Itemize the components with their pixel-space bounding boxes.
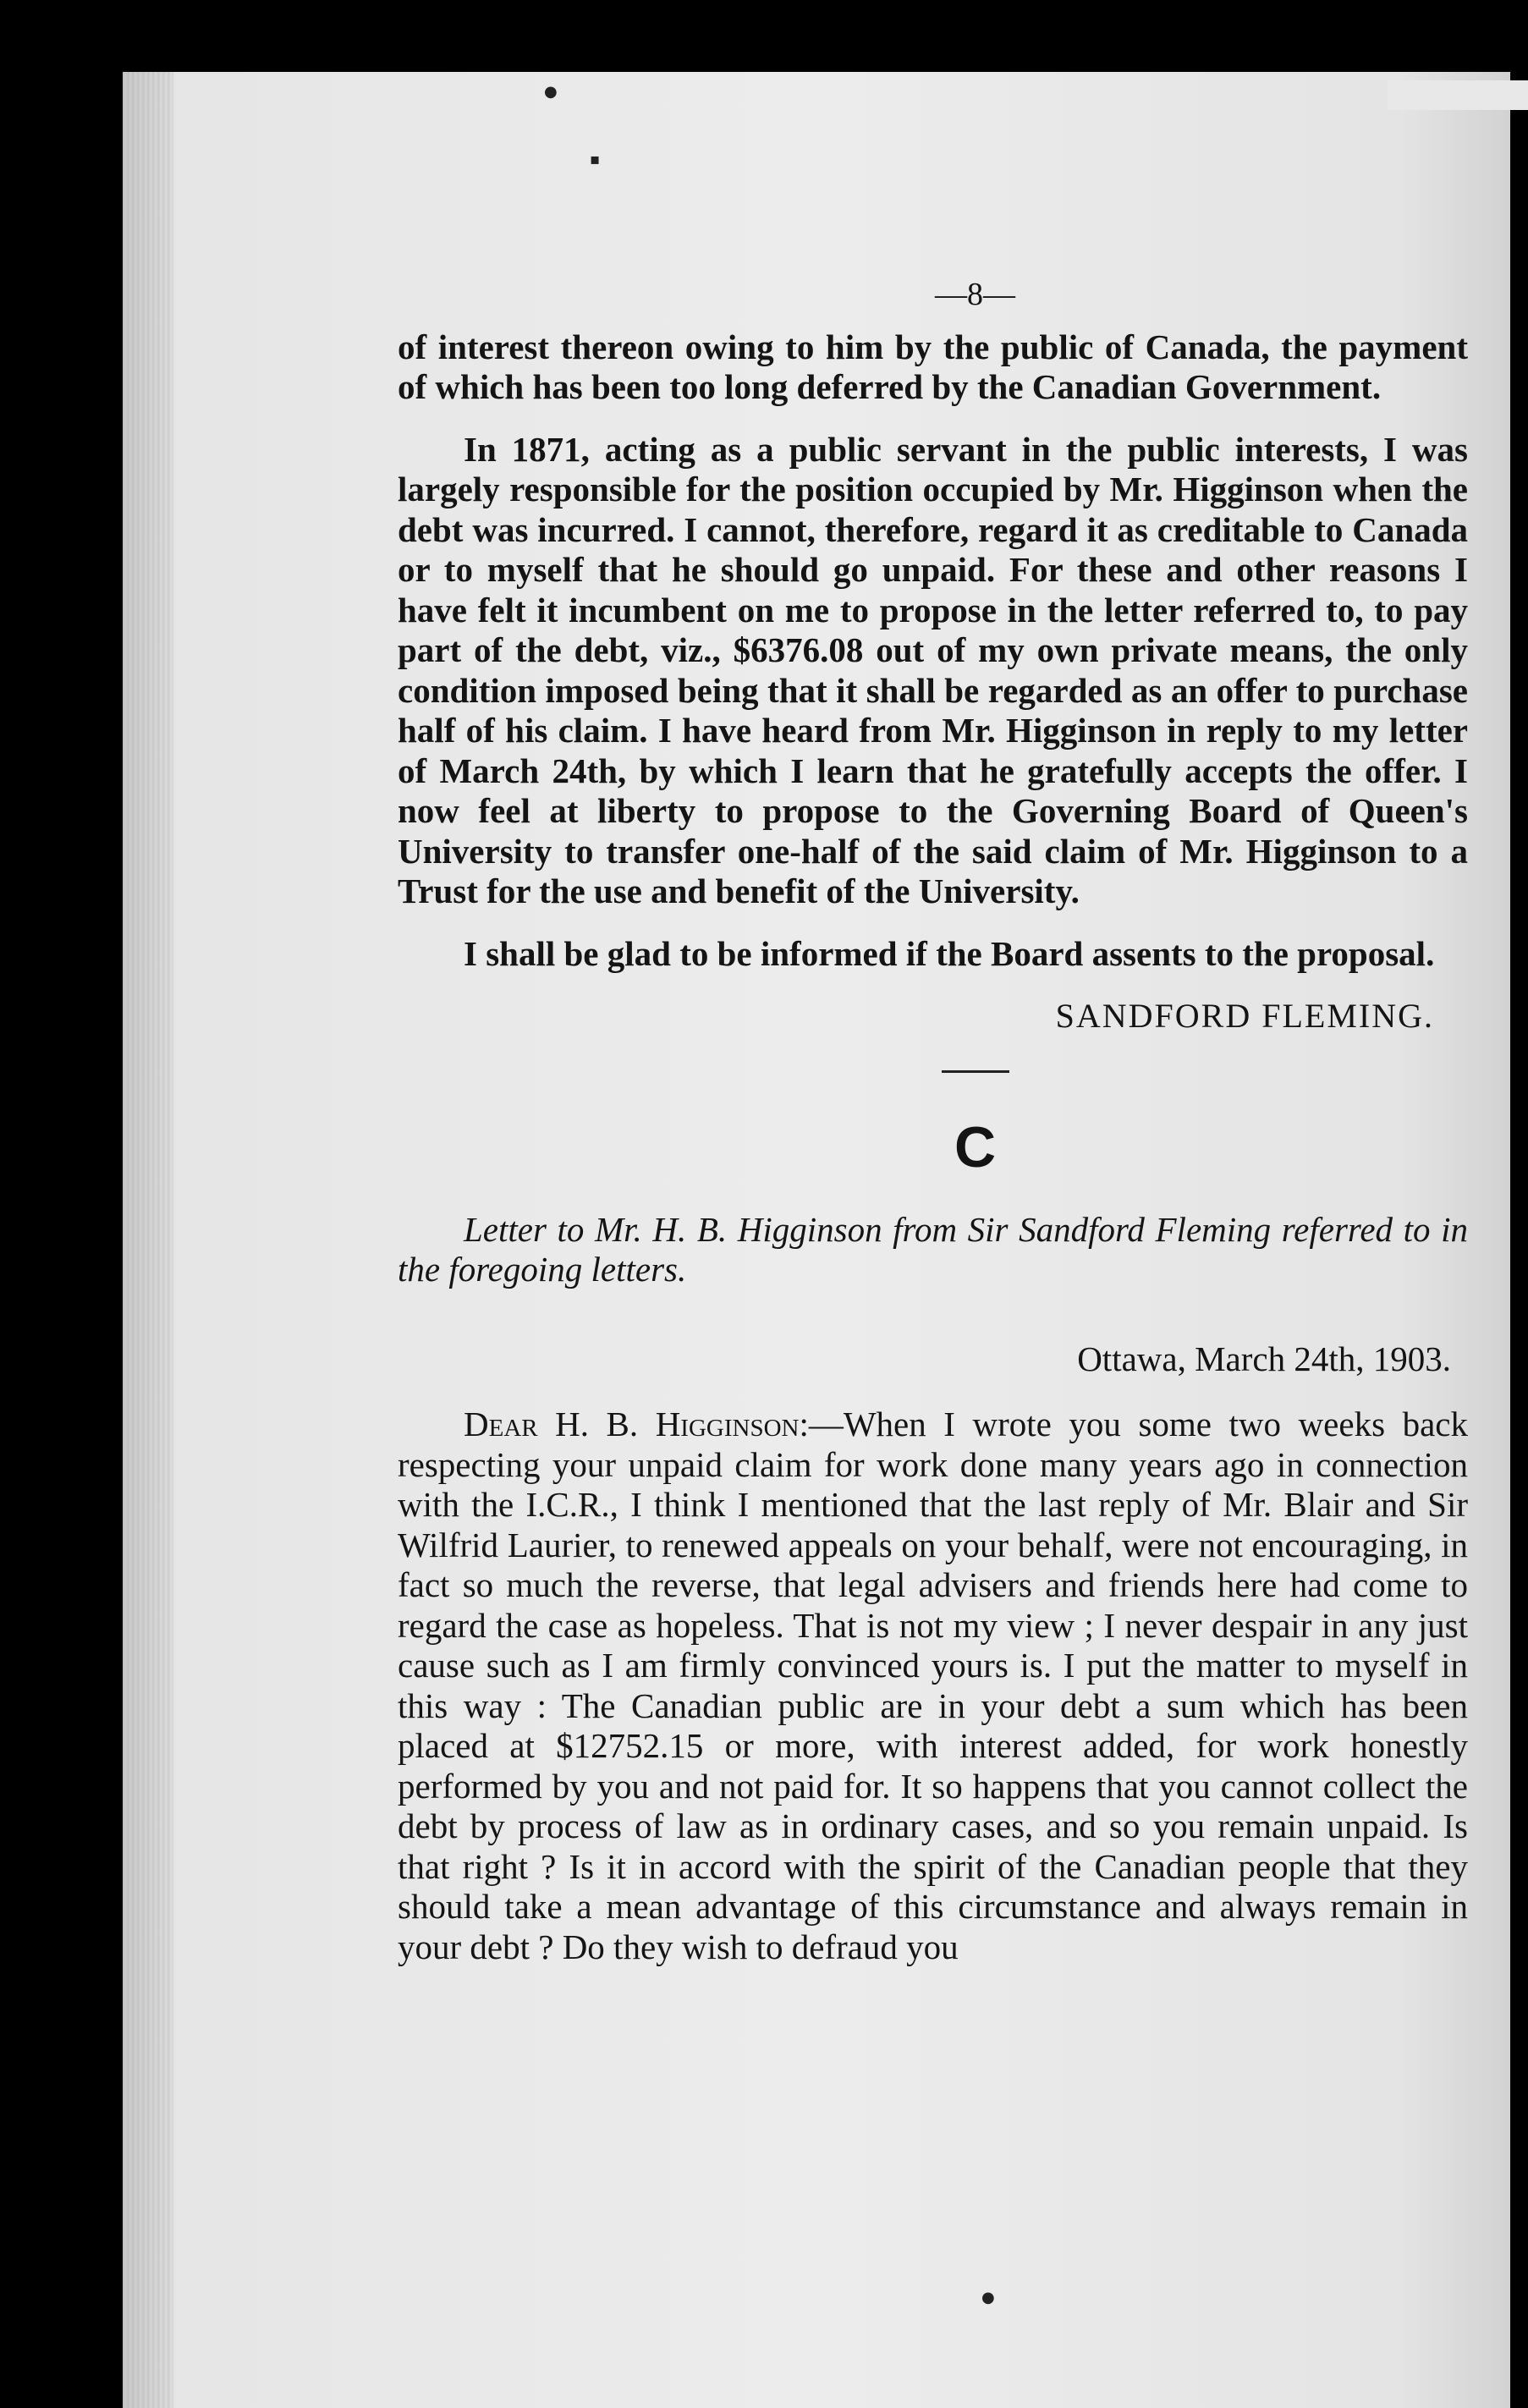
letter-body-text: :—When I wrote you some two weeks back respecting your unpaid claim for work done many years ago in connection with the I.C.R., I think I mentioned that the last reply of Mr. Blair and Sir Wilfrid Laurier, to renewed appeals on your behalf, were not encouraging, in fact so much the reverse, that legal advisers and friends here had come to regard the case as hopeless. That is not my view ; I never despair in any just cause such as I am firmly convinced yours is. I put the matter to myself in this way : The Canadian public are in your debt a sum which has been placed at $12752.15 or more, with interest added, for work honestly performed by you and not paid for. It so happens that you cannot collect the debt by process of law as in ordinary cases, and so you remain unpaid. Is that right ? Is it in accord with the spirit of the Canadian people that they should take a mean advantage of this circumstance and always remain in your debt ? Do they wish to defraud you: [398, 1405, 1468, 1966]
section-divider: [942, 1070, 1009, 1073]
letter-heading: Letter to Mr. H. B. Higginson from Sir Sandford Fleming referred to in the foregoing letters.: [398, 1209, 1468, 1289]
paragraph-continuation: of interest thereon owing to him by the public of Canada, the payment of which has been too long deferred by the Canadian Government.: [398, 327, 1468, 406]
page-binding-edge: [123, 72, 173, 2408]
page-number: —8—: [935, 277, 1015, 312]
signature: SANDFORD FLEMING.: [1055, 997, 1434, 1035]
speck-mark: ●: [544, 83, 558, 101]
speck-mark: ▪: [590, 151, 601, 168]
section-letter: C: [954, 1114, 997, 1179]
page-tab-strip: [1388, 80, 1528, 110]
paragraph-closing: I shall be glad to be informed if the Board assents to the proposal.: [464, 933, 1435, 973]
letter-body: [398, 1405, 1468, 1967]
speck-mark: ●: [981, 2289, 995, 2306]
paragraph-main: In 1871, acting as a public servant in the public interests, I was largely responsible for the position occupied by Mr. Higginson when the debt was incurred. I cannot, therefore, regard it as creditable to Canada or to myself that he should go unpaid. For these and other reasons I have felt it incumbent on me to propose in the letter referred to, to pay part of the debt, viz., $6376.08 out of my own private means, the only condition imposed being that it shall be regarded as an offer to purchase half of his claim. I have heard from Mr. Higginson in reply to my letter of March 24th, by which I learn that he gratefully accepts the offer. I now feel at liberty to propose to the Governing Board of Queen's University to transfer one-half of the said claim of Mr. Higginson to a Trust for the use and benefit of the University.: [398, 429, 1468, 910]
letter-salutation: Dear H. B. Higginson: [464, 1405, 800, 1443]
letter-dateline: Ottawa, March 24th, 1903.: [1077, 1339, 1451, 1378]
page-text: [398, 275, 1468, 1989]
